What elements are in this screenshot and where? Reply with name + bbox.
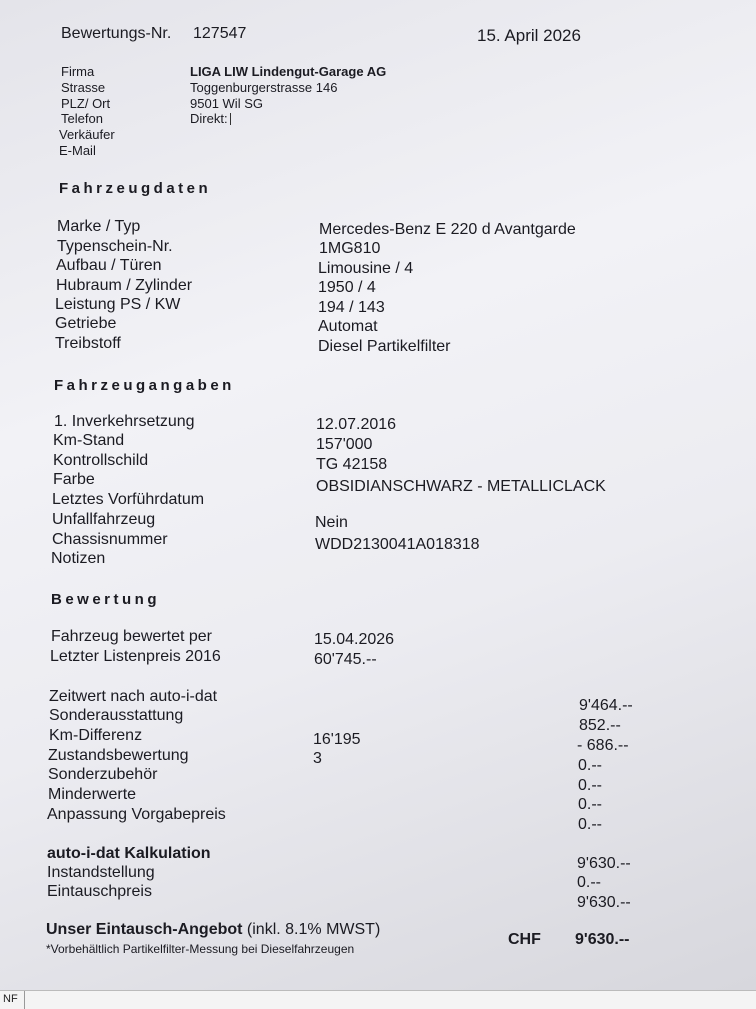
row-label: 1. Inverkehrsetzung: [54, 413, 195, 430]
section-title-fahrzeugangaben: Fahrzeugangaben: [54, 377, 235, 394]
row-value: Limousine / 4: [318, 260, 414, 277]
condition-rating-value: 3: [313, 750, 322, 767]
section-title-fahrzeugdaten: Fahrzeugdaten: [59, 180, 212, 197]
row-label: Hubraum / Zylinder: [56, 277, 193, 294]
kalk-amount: 9'630.--: [577, 855, 631, 872]
zip-city-label: PLZ/ Ort: [61, 96, 111, 111]
calc-label: Zeitwert nach auto-i-dat: [49, 688, 218, 705]
row-value: Nein: [315, 514, 348, 531]
calc-amount: - 686.--: [577, 737, 629, 754]
footnote: *Vorbehältlich Partikelfilter-Messung bei Dieselfahrzeugen: [46, 942, 355, 956]
valued-on-value: 15.04.2026: [314, 631, 395, 648]
row-value: 157'000: [316, 436, 373, 453]
row-label: Notizen: [51, 550, 106, 567]
calc-label: Zustandsbewertung: [48, 747, 189, 764]
offer-vat-note: (inkl. 8.1% MWST): [246, 921, 381, 938]
kalkulation-title: auto-i-dat Kalkulation: [47, 845, 211, 862]
calc-amount: 0.--: [578, 777, 602, 794]
email-label: E-Mail: [59, 143, 96, 158]
phone-direct-label: Direkt:: [190, 111, 228, 126]
section-title-bewertung: Bewertung: [51, 591, 161, 608]
row-label: Letztes Vorführdatum: [52, 491, 205, 508]
calc-amount: 0.--: [578, 816, 602, 833]
document-date: 15. April 2026: [477, 26, 581, 45]
row-label: Aufbau / Türen: [56, 257, 162, 274]
offer-line: [46, 921, 380, 939]
row-label: Treibstoff: [55, 335, 121, 352]
offer-currency: CHF: [508, 931, 541, 948]
row-label: Chassisnummer: [52, 531, 168, 548]
row-value: OBSIDIANSCHWARZ - METALLICLACK: [316, 478, 606, 495]
phone-label: Telefon: [61, 111, 103, 126]
firm-street: Toggenburgerstrasse 146: [190, 80, 338, 95]
calc-amount: 9'464.--: [579, 697, 633, 714]
list-price-value: 60'745.--: [314, 651, 377, 668]
street-label: Strasse: [61, 80, 106, 95]
row-label: Farbe: [53, 471, 95, 488]
km-difference-value: 16'195: [313, 731, 361, 748]
calc-amount: 852.--: [579, 717, 621, 734]
valued-on-label: Fahrzeug bewertet per: [51, 628, 212, 645]
row-label: Kontrollschild: [53, 452, 149, 469]
kalk-label: Eintauschpreis: [47, 883, 152, 900]
calc-label: Km-Differenz: [49, 727, 143, 744]
evaluation-number-label: Bewertungs-Nr.: [61, 25, 172, 42]
text-cursor: [230, 113, 231, 125]
calc-label: Sonderzubehör: [48, 766, 158, 783]
row-value: Automat: [318, 318, 378, 335]
row-value: Mercedes-Benz E 220 d Avantgarde: [319, 221, 576, 238]
status-mode-indicator: NF: [3, 993, 18, 1005]
row-label: Leistung PS / KW: [55, 296, 181, 313]
offer-label: Unser Eintausch-Angebot: [46, 921, 243, 938]
kalk-amount: 0.--: [577, 874, 601, 891]
firm-label: Firma: [61, 64, 95, 79]
row-value: 1950 / 4: [318, 279, 376, 296]
kalk-amount: 9'630.--: [577, 894, 631, 911]
seller-label: Verkäufer: [59, 127, 115, 142]
calc-label: Minderwerte: [48, 786, 137, 803]
row-value: Diesel Partikelfilter: [318, 338, 451, 355]
list-price-label: Letzter Listenpreis 2016: [50, 648, 221, 665]
row-label: Km-Stand: [53, 432, 125, 449]
calc-label: Sonderausstattung: [49, 707, 184, 724]
phone-field[interactable]: [190, 111, 231, 126]
offer-amount: 9'630.--: [575, 931, 630, 948]
row-label: Getriebe: [55, 315, 117, 332]
row-value: 194 / 143: [318, 299, 385, 316]
firm-name: LIGA LIW Lindengut-Garage AG: [190, 64, 387, 79]
status-divider: [24, 991, 25, 1009]
row-value: TG 42158: [316, 456, 388, 473]
row-value: WDD2130041A018318: [315, 536, 480, 553]
firm-zip-city: 9501 Wil SG: [190, 96, 263, 111]
evaluation-number: 127547: [193, 25, 247, 42]
calc-amount: 0.--: [578, 757, 602, 774]
row-value: 1MG810: [319, 240, 381, 257]
row-label: Typenschein-Nr.: [57, 238, 173, 255]
row-value: 12.07.2016: [316, 416, 397, 433]
calc-label: Anpassung Vorgabepreis: [47, 806, 226, 823]
row-label: Unfallfahrzeug: [52, 511, 156, 528]
calc-amount: 0.--: [578, 796, 602, 813]
kalk-label: Instandstellung: [47, 864, 155, 881]
status-bar: [0, 990, 756, 1009]
row-label: Marke / Typ: [57, 218, 141, 235]
